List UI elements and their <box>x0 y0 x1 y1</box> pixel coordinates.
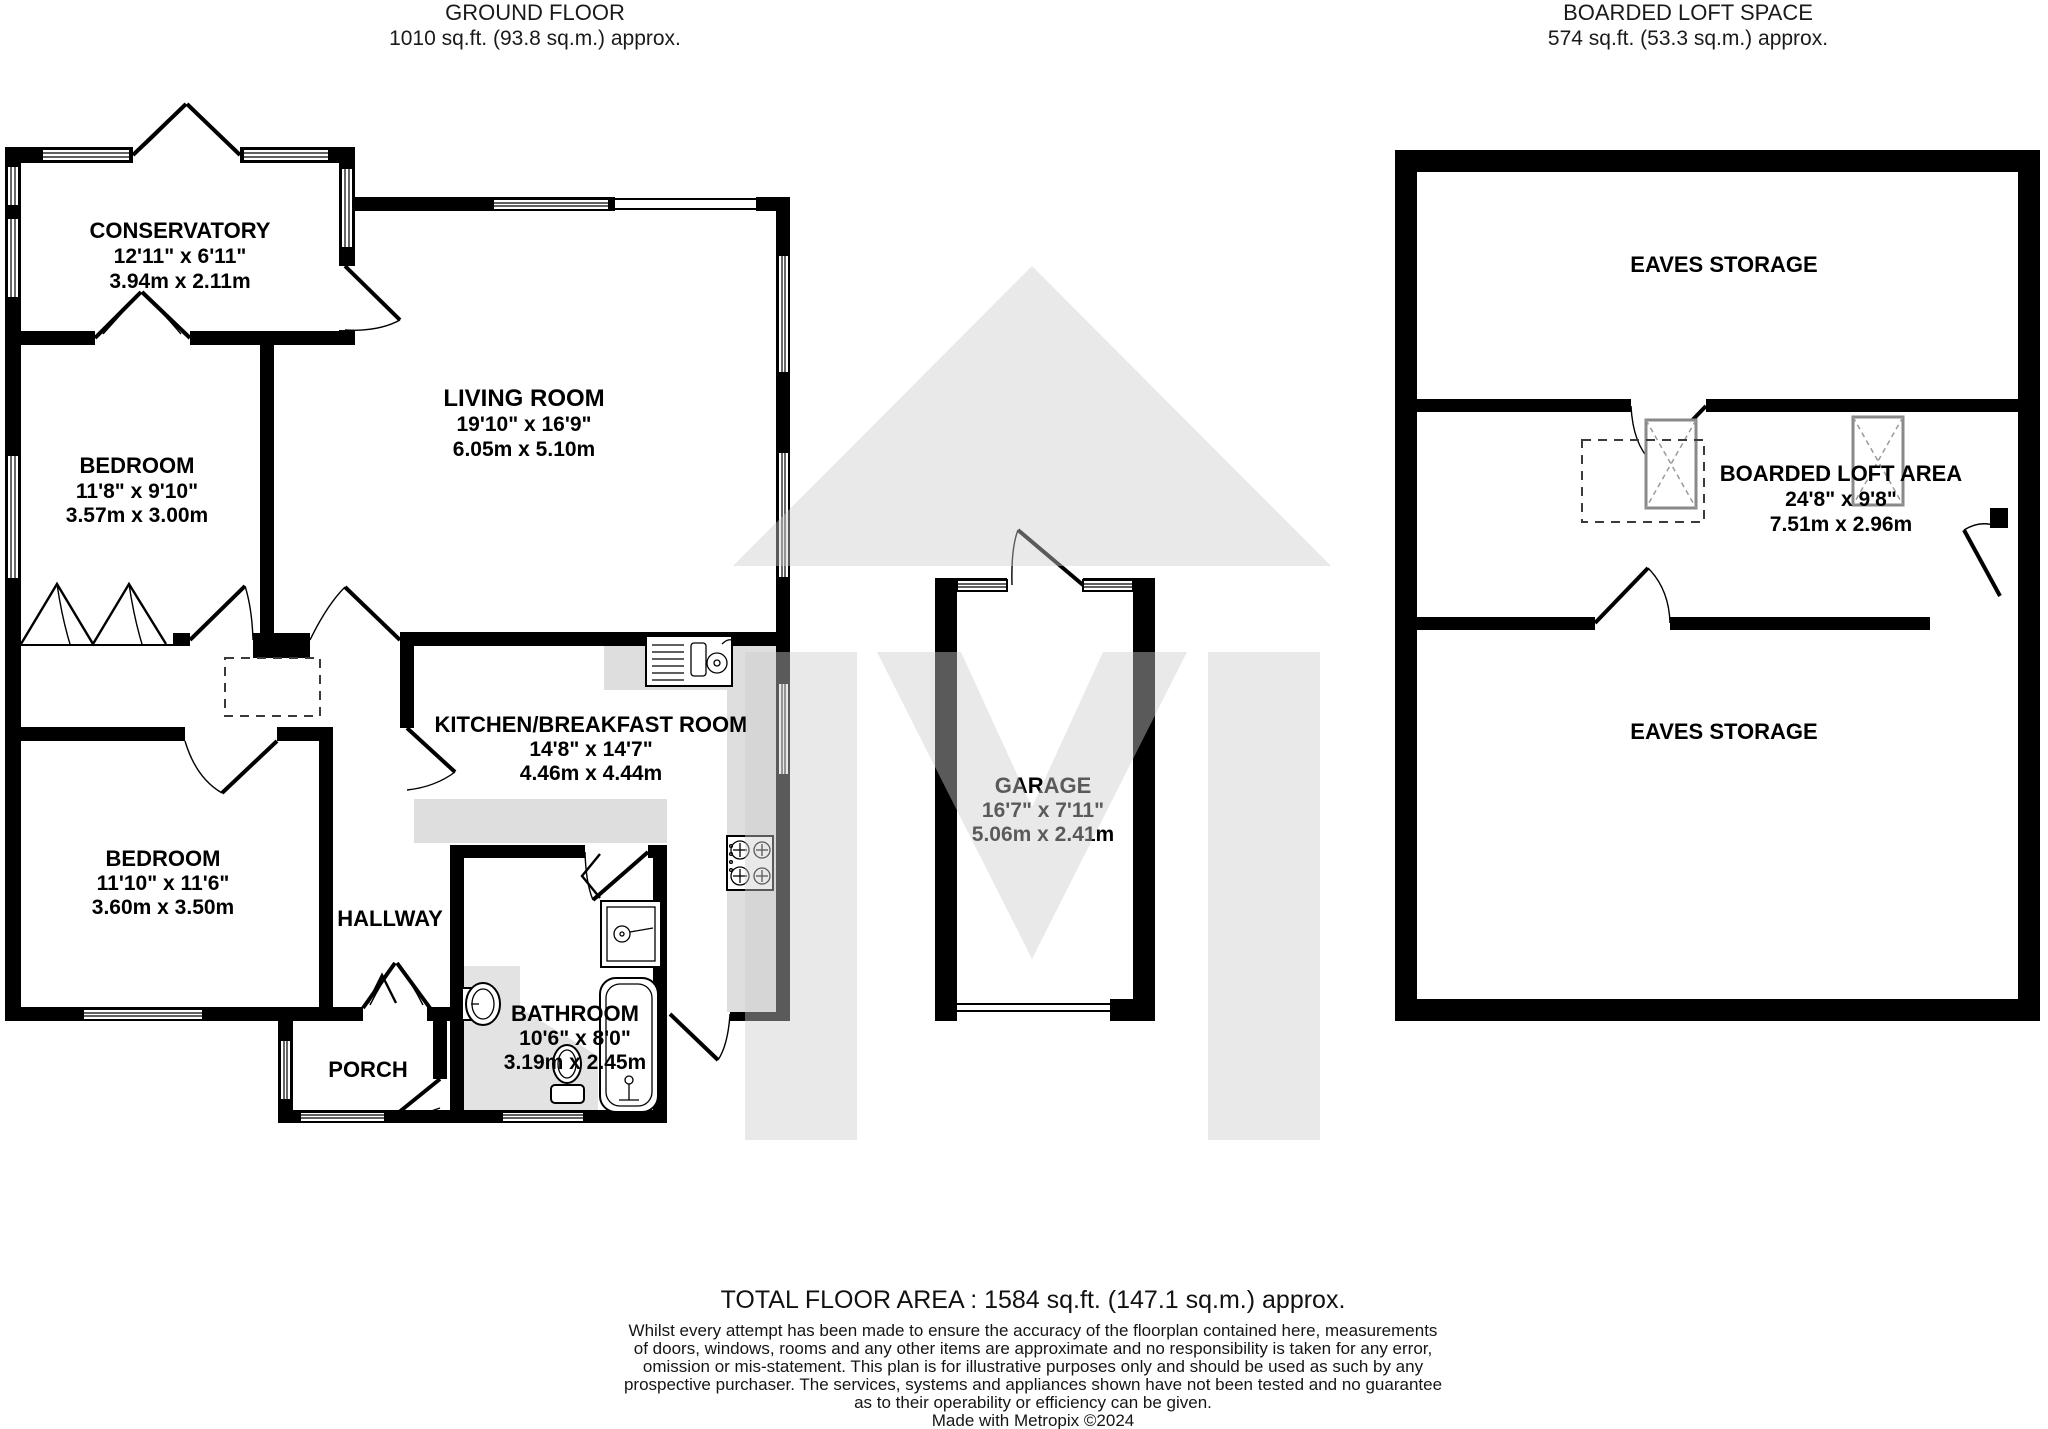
door-loft-right <box>1964 524 2000 596</box>
loft-title: BOARDED LOFT SPACE <box>1563 0 1813 25</box>
conservatory-size-metric: 3.94m x 2.11m <box>109 270 251 293</box>
disclaimer-line: as to their operability or efficiency can be given. <box>854 1393 1212 1412</box>
window <box>957 580 1007 591</box>
window <box>1083 580 1133 591</box>
shower <box>601 901 661 967</box>
living-room-label: LIVING ROOM <box>443 385 605 412</box>
ground-floor-walls <box>5 147 1155 1123</box>
metropix-credit: Made with Metropix ©2024 <box>931 1411 1135 1429</box>
door-kitchen-hallway <box>407 728 455 790</box>
disclaimer-line: omission or mis-statement. This plan is for illustrative purposes only and should be used as such by any <box>642 1357 1424 1376</box>
window <box>493 199 609 210</box>
kitchen-sink <box>646 636 736 686</box>
plan-footer <box>624 1286 1442 1429</box>
door-front-double <box>363 963 430 1008</box>
boarded-loft-size-imperial: 24'8" x 9'8" <box>1785 488 1897 511</box>
window <box>280 1040 291 1100</box>
door-bedroom1 <box>190 586 253 640</box>
ground-floor-title: GROUND FLOOR <box>445 0 625 25</box>
conservatory-label: CONSERVATORY <box>89 218 271 243</box>
door-bedroom2 <box>185 741 277 793</box>
bedroom1-label: BEDROOM <box>79 453 195 478</box>
window <box>341 168 353 248</box>
roof-window <box>1646 420 1696 508</box>
plan-headers <box>389 0 1828 50</box>
ground-floor-plan <box>5 104 1331 1140</box>
disclaimer-line: of doors, windows, rooms and any other items are approximate and no responsibility is taken for any error, <box>633 1339 1433 1358</box>
casement-window-marks <box>21 584 600 1003</box>
window <box>300 1112 385 1122</box>
window <box>83 1009 203 1020</box>
loft-walls <box>1395 150 2040 1021</box>
kitchen-label: KITCHEN/BREAKFAST ROOM <box>434 712 748 737</box>
door-living-hallway <box>310 587 400 640</box>
hallway-cupboard-dashed <box>225 658 320 716</box>
disclaimer-line: Whilst every attempt has been made to ensure the accuracy of the floorplan contained here, measurements <box>628 1321 1438 1340</box>
eaves-storage-bottom-label: EAVES STORAGE <box>1630 719 1818 744</box>
eaves-storage-top-label: EAVES STORAGE <box>1630 252 1818 277</box>
disclaimer-line: prospective purchaser. The services, systems and appliances shown have not been tested and no guarantee <box>623 1375 1443 1394</box>
window <box>7 218 19 298</box>
garage-label: GARAGE <box>994 773 1092 798</box>
bathroom-size-imperial: 10'6" x 8'0" <box>519 1027 631 1050</box>
garage-size-imperial: 16'7" x 7'11" <box>981 799 1105 822</box>
porch-label: PORCH <box>328 1057 408 1082</box>
door-loft-lower <box>1595 568 1670 623</box>
window <box>42 149 130 161</box>
bedroom2-label: BEDROOM <box>105 846 221 871</box>
bedroom2-size-imperial: 11'10" x 11'6" <box>96 872 230 895</box>
hallway-label: HALLWAY <box>337 906 443 931</box>
metropix-watermark-icon <box>733 266 1331 1140</box>
loft-subtitle: 574 sq.ft. (53.3 sq.m.) approx. <box>1547 27 1829 50</box>
living-room-size-imperial: 19'10" x 16'9" <box>456 413 592 436</box>
wash-basin <box>462 983 500 1025</box>
window <box>778 255 789 373</box>
bathroom-label: BATHROOM <box>511 1001 639 1026</box>
ground-floor-subtitle: 1010 sq.ft. (93.8 sq.m.) approx. <box>389 27 681 50</box>
window <box>502 1112 584 1122</box>
kitchen-counters <box>414 646 776 1012</box>
window <box>7 455 19 579</box>
living-room-size-metric: 6.05m x 5.10m <box>452 438 596 461</box>
kitchen-size-metric: 4.46m x 4.44m <box>519 762 663 785</box>
bedroom2-size-metric: 3.60m x 3.50m <box>91 896 235 919</box>
kitchen-size-imperial: 14'8" x 14'7" <box>529 738 653 761</box>
bedroom1-size-metric: 3.57m x 3.00m <box>65 504 209 527</box>
boarded-loft-area-label: BOARDED LOFT AREA <box>1719 461 1963 486</box>
window <box>7 166 19 206</box>
garage-size-metric: 5.06m x 2.41m <box>971 823 1115 846</box>
wall-stub <box>756 197 776 211</box>
bedroom1-size-imperial: 11'8" x 9'10" <box>75 480 199 503</box>
door-kitchen-back <box>670 1014 730 1060</box>
window <box>243 149 329 161</box>
total-floor-area: TOTAL FLOOR AREA : 1584 sq.ft. (147.1 sq.m.) approx. <box>720 1286 1346 1314</box>
boarded-loft-size-metric: 7.51m x 2.96m <box>1769 513 1913 536</box>
conservatory-size-imperial: 12'11" x 6'11" <box>113 245 247 268</box>
loft-plan <box>1395 150 2040 1021</box>
door-porch <box>398 1079 440 1114</box>
bathroom-size-metric: 3.19m x 2.45m <box>503 1051 647 1074</box>
